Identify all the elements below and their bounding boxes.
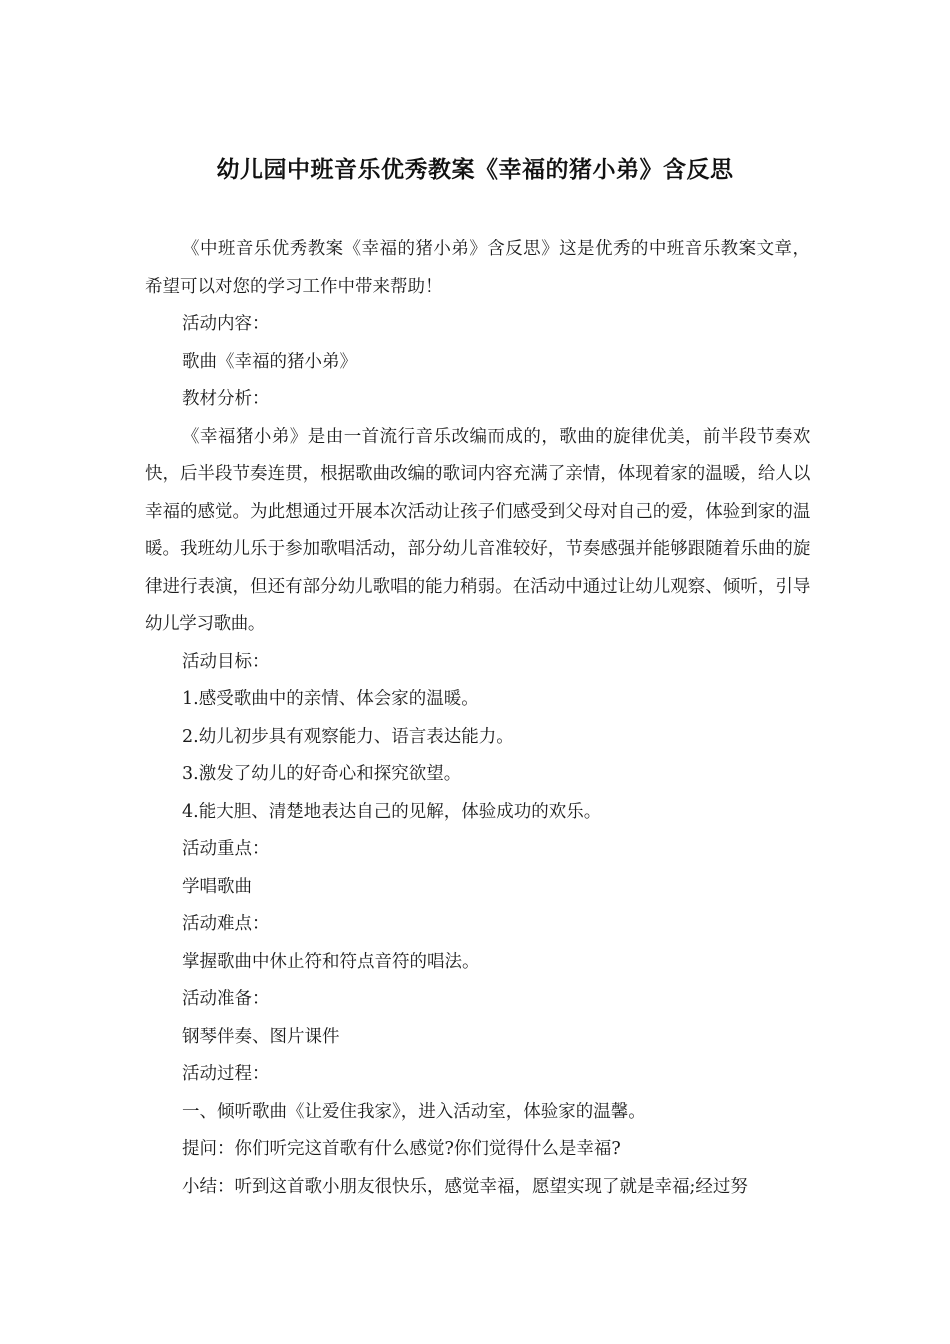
process-question: 提问：你们听完这首歌有什么感觉?你们觉得什么是幸福? bbox=[182, 1139, 621, 1159]
key-point-text: 学唱歌曲 bbox=[182, 876, 252, 897]
document-title: 幼儿园中班音乐优秀教案《幸福的猪小弟》含反思 bbox=[216, 157, 734, 183]
difficulty-text: 掌握歌曲中休止符和符点音符的唱法。 bbox=[182, 951, 480, 972]
goal-item: 3.激发了幼儿的好奇心和探究欲望。 bbox=[182, 764, 462, 784]
section-heading-preparation: 活动准备： bbox=[182, 989, 270, 1009]
preparation-text: 钢琴伴奏、图片课件 bbox=[182, 1026, 340, 1047]
intro-paragraph: 《中班音乐优秀教案《幸福的猪小弟》含反思》这是优秀的中班音乐教案文章，希望可以对您的学习工作中带来帮助！ bbox=[145, 239, 810, 297]
section-heading-process: 活动过程： bbox=[182, 1064, 270, 1084]
section-heading-key-point: 活动重点： bbox=[182, 839, 270, 859]
section-heading-analysis: 教材分析： bbox=[182, 389, 270, 409]
section-heading-difficulty: 活动难点： bbox=[182, 914, 270, 934]
process-step: 一、倾听歌曲《让爱住我家》，进入活动室，体验家的温馨。 bbox=[182, 1101, 646, 1122]
goal-item: 4.能大胆、清楚地表达自己的见解，体验成功的欢乐。 bbox=[182, 801, 602, 822]
process-summary: 小结：听到这首歌小朋友很快乐，感觉幸福，愿望实现了就是幸福;经过努 bbox=[182, 1176, 748, 1197]
goal-item: 1.感受歌曲中的亲情、体会家的温暖。 bbox=[182, 689, 479, 709]
analysis-paragraph: 《幸福猪小弟》是由一首流行音乐改编而成的，歌曲的旋律优美，前半段节奏欢快，后半段节奏连贯，根据歌曲改编的歌词内容充满了亲情，体现着家的温暖，给人以幸福的感觉。为此想通过开展本次活动让孩子们感受到父母对自己的爱，体验到家的温暖。我班幼儿乐于参加歌唱活动，部分幼儿音准较好，节奏感强并能够跟随着乐曲的旋律进行表演，但还有部分幼儿歌唱的能力稍弱。在活动中通过让幼儿观察、倾听，引导幼儿学习歌曲。 bbox=[145, 426, 810, 634]
section-heading-goals: 活动目标： bbox=[182, 651, 270, 672]
document-body bbox=[145, 231, 810, 1206]
section-heading-content: 活动内容： bbox=[182, 314, 270, 334]
goal-item: 2.幼儿初步具有观察能力、语言表达能力。 bbox=[182, 726, 514, 747]
content-song-line: 歌曲《幸福的猪小弟》 bbox=[182, 351, 357, 372]
